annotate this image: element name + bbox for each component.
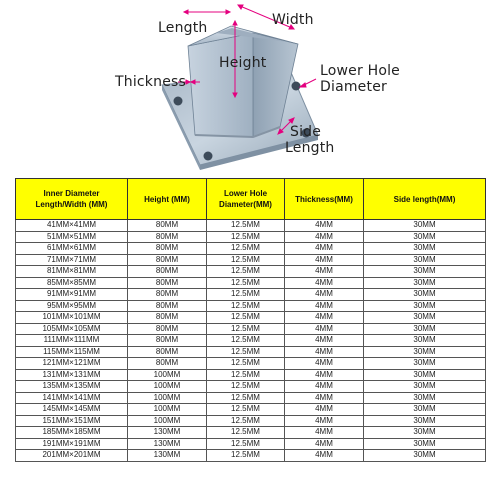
- table-cell: 30MM: [364, 404, 486, 416]
- table-cell: 12.5MM: [207, 427, 285, 439]
- table-cell: 85MM×85MM: [16, 277, 128, 289]
- table-cell: 12.5MM: [207, 277, 285, 289]
- table-cell: 51MM×51MM: [16, 231, 128, 243]
- table-cell: 201MM×201MM: [16, 450, 128, 462]
- table-row: [16, 404, 486, 416]
- lower-hole: [292, 82, 301, 91]
- table-cell: 95MM×95MM: [16, 300, 128, 312]
- post-base-illustration: [0, 0, 500, 176]
- table-row: [16, 277, 486, 289]
- table-cell: 71MM×71MM: [16, 254, 128, 266]
- table-cell: 30MM: [364, 220, 486, 232]
- table-cell: 80MM: [128, 254, 207, 266]
- table-cell: 12.5MM: [207, 289, 285, 301]
- table-cell: 4MM: [285, 243, 364, 255]
- table-cell: 130MM: [128, 438, 207, 450]
- table-row: [16, 358, 486, 370]
- table-cell: 141MM×141MM: [16, 392, 128, 404]
- table-cell: 101MM×101MM: [16, 312, 128, 324]
- spec-table: [15, 178, 486, 462]
- table-cell: 4MM: [285, 450, 364, 462]
- table-cell: 30MM: [364, 427, 486, 439]
- table-cell: 30MM: [364, 277, 486, 289]
- table-cell: 100MM: [128, 415, 207, 427]
- table-row: [16, 450, 486, 462]
- table-row: [16, 254, 486, 266]
- side-length-label-line2: Length: [285, 140, 335, 156]
- table-cell: 100MM: [128, 404, 207, 416]
- table-cell: 30MM: [364, 312, 486, 324]
- table-cell: 4MM: [285, 438, 364, 450]
- table-row: [16, 300, 486, 312]
- table-cell: 80MM: [128, 358, 207, 370]
- table-cell: 80MM: [128, 289, 207, 301]
- table-cell: 100MM: [128, 369, 207, 381]
- table-cell: 80MM: [128, 300, 207, 312]
- table-row: [16, 231, 486, 243]
- table-row: [16, 220, 486, 232]
- table-cell: 30MM: [364, 323, 486, 335]
- table-cell: 12.5MM: [207, 300, 285, 312]
- table-cell: 61MM×61MM: [16, 243, 128, 255]
- table-cell: 30MM: [364, 358, 486, 370]
- table-row: [16, 392, 486, 404]
- table-cell: 100MM: [128, 381, 207, 393]
- col-header-height: Height (MM): [128, 179, 207, 220]
- table-cell: 30MM: [364, 231, 486, 243]
- table-cell: 121MM×121MM: [16, 358, 128, 370]
- table-cell: 80MM: [128, 323, 207, 335]
- table-cell: 80MM: [128, 220, 207, 232]
- col-header-lower-hole: Lower Hole Diameter(MM): [207, 179, 285, 220]
- table-cell: 4MM: [285, 289, 364, 301]
- table-cell: 4MM: [285, 381, 364, 393]
- table-row: [16, 381, 486, 393]
- table-cell: 4MM: [285, 392, 364, 404]
- table-row: [16, 312, 486, 324]
- table-cell: 30MM: [364, 369, 486, 381]
- table-cell: 12.5MM: [207, 415, 285, 427]
- table-cell: 41MM×41MM: [16, 220, 128, 232]
- table-cell: 105MM×105MM: [16, 323, 128, 335]
- table-row: [16, 289, 486, 301]
- table-cell: 30MM: [364, 266, 486, 278]
- table-cell: 30MM: [364, 335, 486, 347]
- table-cell: 4MM: [285, 312, 364, 324]
- table-cell: 81MM×81MM: [16, 266, 128, 278]
- table-row: [16, 369, 486, 381]
- col-header-side-length: Side length(MM): [364, 179, 486, 220]
- table-cell: 30MM: [364, 243, 486, 255]
- table-cell: 30MM: [364, 300, 486, 312]
- table-cell: 80MM: [128, 231, 207, 243]
- table-cell: 151MM×151MM: [16, 415, 128, 427]
- table-cell: 30MM: [364, 346, 486, 358]
- table-cell: 4MM: [285, 254, 364, 266]
- table-cell: 4MM: [285, 427, 364, 439]
- table-row: [16, 346, 486, 358]
- table-cell: 191MM×191MM: [16, 438, 128, 450]
- table-row: [16, 427, 486, 439]
- table-body: [16, 220, 486, 462]
- table-cell: 12.5MM: [207, 323, 285, 335]
- table-cell: 12.5MM: [207, 392, 285, 404]
- table-row: [16, 323, 486, 335]
- lower-hole-label: Lower Hole: [320, 63, 400, 79]
- table-cell: 12.5MM: [207, 254, 285, 266]
- table-cell: 12.5MM: [207, 381, 285, 393]
- table-row: [16, 266, 486, 278]
- table-cell: 12.5MM: [207, 266, 285, 278]
- table-row: [16, 335, 486, 347]
- table-cell: 30MM: [364, 438, 486, 450]
- table-cell: 4MM: [285, 220, 364, 232]
- lower-hole: [174, 97, 183, 106]
- table-cell: 12.5MM: [207, 335, 285, 347]
- table-cell: 80MM: [128, 312, 207, 324]
- table-cell: 30MM: [364, 289, 486, 301]
- table-cell: 4MM: [285, 404, 364, 416]
- table-cell: 91MM×91MM: [16, 289, 128, 301]
- table-cell: 4MM: [285, 266, 364, 278]
- table-cell: 30MM: [364, 415, 486, 427]
- table-cell: 4MM: [285, 277, 364, 289]
- table-cell: 131MM×131MM: [16, 369, 128, 381]
- lower-hole-label-line2: Diameter: [320, 79, 387, 95]
- table-cell: 30MM: [364, 450, 486, 462]
- thickness-label: Thickness: [115, 74, 186, 90]
- table-row: [16, 243, 486, 255]
- table-cell: 80MM: [128, 266, 207, 278]
- table-cell: 80MM: [128, 335, 207, 347]
- table-cell: 12.5MM: [207, 358, 285, 370]
- side-length-label: Side: [290, 124, 322, 140]
- table-cell: 4MM: [285, 300, 364, 312]
- table-cell: 4MM: [285, 358, 364, 370]
- table-cell: 12.5MM: [207, 243, 285, 255]
- table-cell: 12.5MM: [207, 404, 285, 416]
- table-cell: 145MM×145MM: [16, 404, 128, 416]
- width-label: Width: [272, 12, 314, 28]
- product-diagram: [0, 0, 500, 176]
- table-cell: 12.5MM: [207, 369, 285, 381]
- table-cell: 12.5MM: [207, 220, 285, 232]
- table-cell: 12.5MM: [207, 231, 285, 243]
- table-row: [16, 415, 486, 427]
- table-cell: 4MM: [285, 346, 364, 358]
- col-header-inner-diameter: Inner Diameter Length/Width (MM): [16, 179, 128, 220]
- table-cell: 4MM: [285, 369, 364, 381]
- table-cell: 135MM×135MM: [16, 381, 128, 393]
- table-cell: 4MM: [285, 335, 364, 347]
- box-front-wall: [188, 33, 253, 137]
- table-cell: 100MM: [128, 392, 207, 404]
- table-cell: 111MM×111MM: [16, 335, 128, 347]
- height-label: Height: [219, 55, 267, 71]
- table-row: [16, 438, 486, 450]
- table-cell: 4MM: [285, 415, 364, 427]
- table-cell: 80MM: [128, 346, 207, 358]
- table-cell: 30MM: [364, 392, 486, 404]
- table-cell: 12.5MM: [207, 312, 285, 324]
- table-cell: 12.5MM: [207, 438, 285, 450]
- table-cell: 185MM×185MM: [16, 427, 128, 439]
- table-cell: 4MM: [285, 231, 364, 243]
- table-cell: 80MM: [128, 277, 207, 289]
- table-cell: 80MM: [128, 243, 207, 255]
- table-cell: 130MM: [128, 427, 207, 439]
- col-header-thickness: Thickness(MM): [285, 179, 364, 220]
- table-cell: 12.5MM: [207, 450, 285, 462]
- lower-hole: [204, 152, 213, 161]
- table-header-row: [16, 179, 486, 220]
- table-cell: 30MM: [364, 254, 486, 266]
- table-cell: 4MM: [285, 323, 364, 335]
- table-cell: 12.5MM: [207, 346, 285, 358]
- table-cell: 130MM: [128, 450, 207, 462]
- table-cell: 30MM: [364, 381, 486, 393]
- length-label: Length: [158, 20, 208, 36]
- table-cell: 115MM×115MM: [16, 346, 128, 358]
